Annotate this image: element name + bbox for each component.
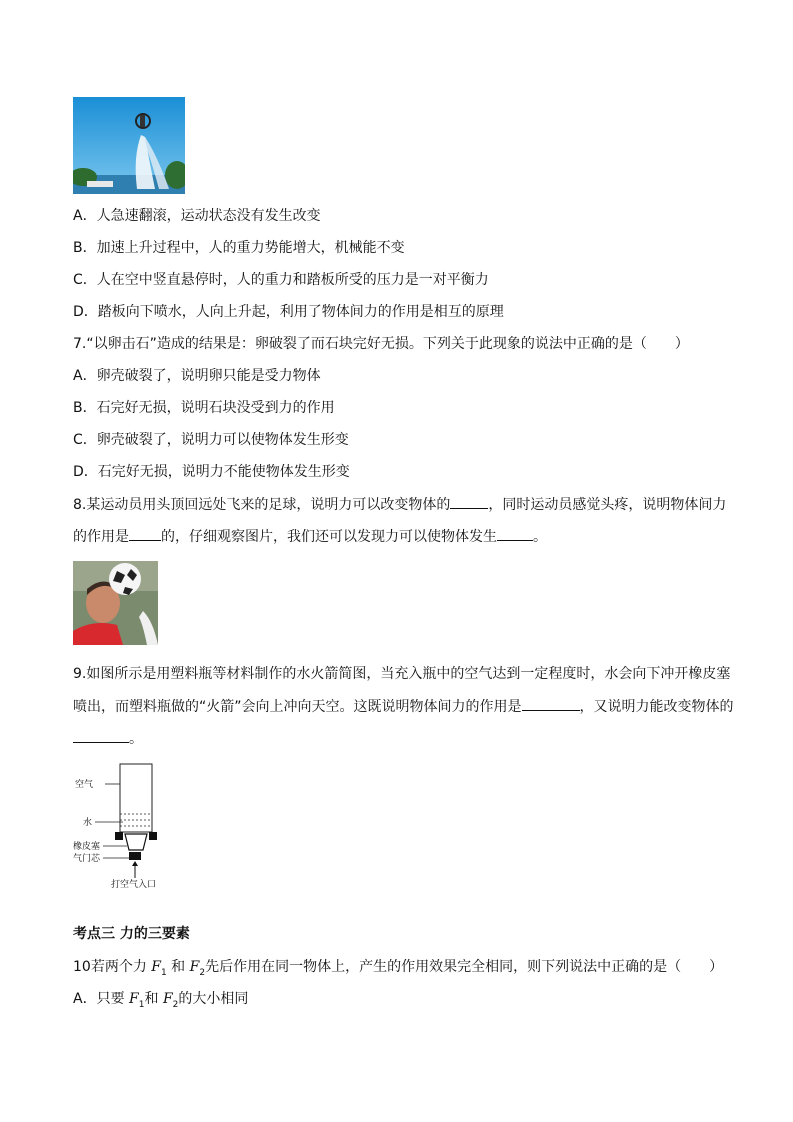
q10-sub1: 1 [160,967,167,978]
q7-option-c: C．卵壳破裂了，说明力可以使物体发生形变 [73,432,349,448]
q9-blank-2 [73,728,129,743]
q10-opt-a-sub2: 2 [172,999,179,1010]
diagram-label-water: 水 [83,818,93,828]
q10-opt-a-text-c: 的大小相同 [178,991,249,1007]
q10-f1: F [151,959,161,975]
q9-line-1: 9.如图所示是用塑料瓶等材料制作的水火箭简图，当充入瓶中的空气达到一定程度时，水会向下冲开橡皮塞 [73,666,731,682]
q9-blank-1 [522,696,580,711]
q8-text-1b: ，同时运动员感觉头疼，说明物体间力 [488,497,727,513]
q8-text-2c: 。 [533,529,547,545]
q6-option-c: C．人在空中竖直悬停时，人的重力和踏板所受的压力是一对平衡力 [73,272,489,288]
q10-option-a [73,989,248,1015]
q10-opt-a-f2: F [162,991,173,1007]
q9-text-3: 。 [129,731,143,747]
q8-blank-2 [129,526,161,541]
q7-option-d: D．石完好无损，说明力不能使物体发生形变 [73,464,350,480]
water-rocket-diagram [73,760,173,892]
q8-blank-1 [450,494,488,509]
q10-stem-a: 10若两个力 [73,959,152,975]
q7-option-a: A．卵壳破裂了，说明卵只能是受力物体 [73,368,321,384]
q6-option-d: D．踏板向下喷水，人向上升起，利用了物体间力的作用是相互的原理 [73,304,504,320]
q8-text-2a: 的作用是 [73,529,129,545]
diagram-label-inlet: 打空气入口 [111,880,157,890]
q10-opt-a-text-a: A．只要 [73,991,130,1007]
q10-stem-c: 先后作用在同一物体上，产生的作用效果完全相同，则下列说法中正确的是（ ） [205,959,724,975]
heading-ball-photo [73,561,158,645]
q8-text-2b: 的，仔细观察图片，我们还可以发现力可以使物体发生 [161,529,497,545]
q10-stem [73,957,723,983]
q10-opt-a-text-b: 和 [144,991,163,1007]
q8-line-2 [73,526,547,547]
q9-text-2a: 喷出，而塑料瓶做的“火箭”会向上冲向天空。这既说明物体间力的作用是 [73,699,522,715]
q8-text-1a: 8.某运动员用头顶回远处飞来的足球，说明力可以改变物体的 [73,497,451,513]
diagram-label-air: 空气 [75,780,94,790]
q6-option-b: B．加速上升过程中，人的重力势能增大，机械能不变 [73,240,405,256]
q6-option-a: A．人急速翻滚，运动状态没有发生改变 [73,208,321,224]
flyboard-photo [73,97,185,194]
q9-line-3 [73,728,143,749]
q10-f2: F [189,959,200,975]
q10-opt-a-f1: F [129,991,139,1007]
diagram-label-valve: 气门芯 [73,854,101,864]
q10-stem-b: 和 [166,959,190,975]
q10-sub2: 2 [199,967,206,978]
section-3-title: 考点三 力的三要素 [73,926,190,942]
q9-line-2 [73,696,734,717]
q9-text-2b: ，又说明力能改变物体的 [579,699,734,715]
q7-option-b: B．石完好无损，说明石块没受到力的作用 [73,400,335,416]
q10-opt-a-sub1: 1 [138,999,145,1010]
q7-stem: 7.“以卵击石”造成的结果是：卵破裂了而石块完好无损。下列关于此现象的说法中正确的是（ ） [73,336,689,352]
q8-line-1 [73,494,726,515]
diagram-label-stopper: 橡皮塞 [73,842,101,852]
q8-blank-3 [497,526,533,541]
